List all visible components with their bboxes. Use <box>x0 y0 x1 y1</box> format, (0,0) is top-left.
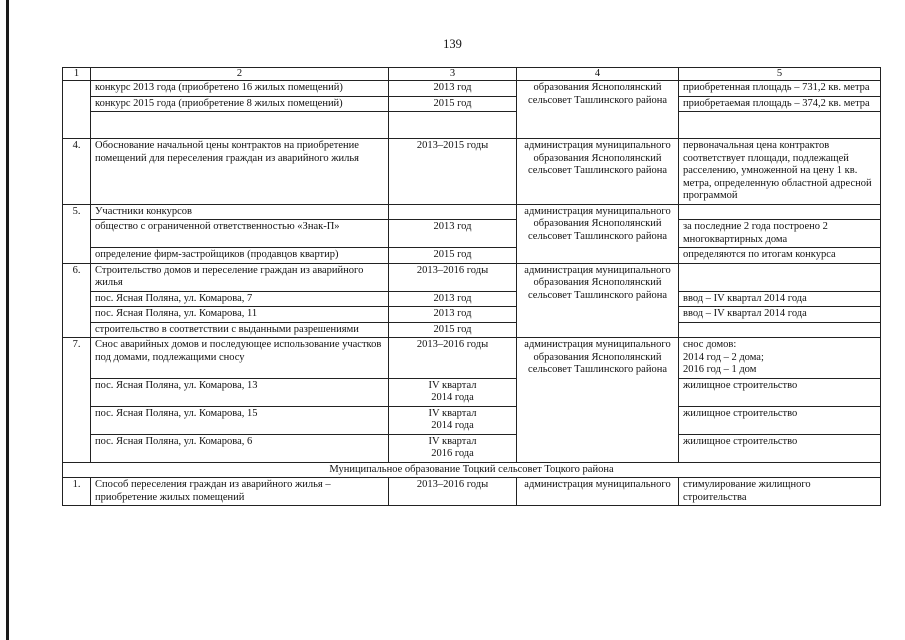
table-row <box>63 248 881 264</box>
table-row <box>63 322 881 338</box>
table-row <box>63 406 881 434</box>
responsible-cell: администрация муниципального образования Яснополянский сельсовет Ташлинского района <box>517 204 679 263</box>
event-cell: конкурс 2013 года (приобретено 16 жилых помещений) <box>91 81 389 97</box>
responsible-cell: образования Яснополянский сельсовет Ташлинского района <box>517 81 679 139</box>
table-row <box>63 263 881 291</box>
row-number-cell: 7. <box>63 338 91 463</box>
result-cell: приобретаемая площадь – 374,2 кв. метра <box>679 96 881 112</box>
row-number-cell: 4. <box>63 139 91 205</box>
term-cell: 2015 год <box>389 322 517 338</box>
table-row <box>63 378 881 406</box>
table-row <box>63 204 881 220</box>
row-number-cell: 1. <box>63 478 91 506</box>
result-cell: ввод – IV квартал 2014 года <box>679 307 881 323</box>
term-cell: 2013–2016 годы <box>389 338 517 379</box>
table-row <box>63 291 881 307</box>
event-cell: Участники конкурсов <box>91 204 389 220</box>
row-number-cell <box>63 81 91 139</box>
term-cell: 2013 год <box>389 307 517 323</box>
result-cell <box>679 338 881 379</box>
result-cell: за последние 2 года построено 2 многоквартирных дома <box>679 220 881 248</box>
event-cell: пос. Ясная Поляна, ул. Комарова, 15 <box>91 406 389 434</box>
term-cell: 2013 год <box>389 220 517 248</box>
header-col-1: 1 <box>63 68 91 81</box>
event-cell: Обоснование начальной цены контрактов на приобретение помещений для переселения граждан из аварийного жилья <box>91 139 389 205</box>
result-cell: определяются по итогам конкурса <box>679 248 881 264</box>
table-row <box>63 478 881 506</box>
table-row <box>63 338 881 379</box>
program-table <box>62 67 881 506</box>
header-col-4: 4 <box>517 68 679 81</box>
result-cell: первоначальная цена контрактов соответствует площади, подлежащей расселению, умноженной на цену 1 кв. метра, определенную областной адресной программой <box>679 139 881 205</box>
term-line: IV квартал <box>428 379 477 391</box>
result-line: снос домов: <box>683 339 737 350</box>
event-cell: общество с ограниченной ответственностью «Знак-П» <box>91 220 389 248</box>
term-cell: 2013 год <box>389 291 517 307</box>
term-line: 2016 года <box>431 448 474 459</box>
page-edge-bar <box>6 0 9 640</box>
term-line: IV квартал <box>428 407 477 419</box>
term-cell: 2013 год <box>389 81 517 97</box>
row-number-cell: 6. <box>63 263 91 338</box>
table-row <box>63 434 881 462</box>
event-cell: пос. Ясная Поляна, ул. Комарова, 13 <box>91 378 389 406</box>
header-col-2: 2 <box>91 68 389 81</box>
result-cell: ввод – IV квартал 2014 года <box>679 291 881 307</box>
table-row <box>63 220 881 248</box>
event-cell: Снос аварийных домов и последующее использование участков под домами, подлежащими сносу <box>91 338 389 379</box>
event-cell: конкурс 2015 года (приобретение 8 жилых помещений) <box>91 96 389 112</box>
result-cell: приобретенная площадь – 731,2 кв. метра <box>679 81 881 97</box>
term-cell <box>389 406 517 434</box>
responsible-cell: администрация муниципального <box>517 478 679 506</box>
term-cell <box>389 204 517 220</box>
header-col-3: 3 <box>389 68 517 81</box>
event-cell: строительство в соответствии с выданными разрешениями <box>91 322 389 338</box>
responsible-cell: администрация муниципального образования Яснополянский сельсовет Ташлинского района <box>517 263 679 338</box>
result-cell: жилищное строительство <box>679 434 881 462</box>
result-cell: жилищное строительство <box>679 406 881 434</box>
responsible-cell: администрация муниципального образования Яснополянский сельсовет Ташлинского района <box>517 338 679 463</box>
term-cell <box>389 434 517 462</box>
section-title: Муниципальное образование Тоцкий сельсовет Тоцкого района <box>63 462 881 478</box>
term-line: IV квартал <box>428 435 477 447</box>
table-row <box>63 81 881 97</box>
section-row <box>63 462 881 478</box>
result-line: 2014 год – 2 дома; <box>683 351 764 363</box>
event-cell: Способ переселения граждан из аварийного жилья – приобретение жилых помещений <box>91 478 389 506</box>
term-line: 2014 года <box>431 392 474 403</box>
event-cell: пос. Ясная Поляна, ул. Комарова, 6 <box>91 434 389 462</box>
event-cell: пос. Ясная Поляна, ул. Комарова, 7 <box>91 291 389 307</box>
term-cell <box>389 378 517 406</box>
table-row <box>63 307 881 323</box>
row-number-cell: 5. <box>63 204 91 263</box>
result-cell: жилищное строительство <box>679 378 881 406</box>
term-cell: 2013–2016 годы <box>389 478 517 506</box>
event-cell: определение фирм-застройщиков (продавцов квартир) <box>91 248 389 264</box>
term-cell: 2015 год <box>389 96 517 112</box>
result-line: 2016 год – 1 дом <box>683 364 757 375</box>
term-cell: 2013–2016 годы <box>389 263 517 291</box>
term-cell: 2015 год <box>389 248 517 264</box>
table-row <box>63 139 881 205</box>
table-row <box>63 96 881 112</box>
event-cell: Строительство домов и переселение граждан из аварийного жилья <box>91 263 389 291</box>
page-number: 139 <box>443 37 462 51</box>
result-cell <box>679 263 881 291</box>
event-cell: пос. Ясная Поляна, ул. Комарова, 11 <box>91 307 389 323</box>
table-row-spacer <box>63 112 881 139</box>
result-cell <box>679 204 881 220</box>
header-row <box>63 68 881 81</box>
term-line: 2014 года <box>431 420 474 431</box>
result-cell <box>679 322 881 338</box>
result-cell: стимулирование жилищного строительства <box>679 478 881 506</box>
header-col-5: 5 <box>679 68 881 81</box>
term-cell: 2013–2015 годы <box>389 139 517 205</box>
responsible-cell: администрация муниципального образования Яснополянский сельсовет Ташлинского района <box>517 139 679 205</box>
